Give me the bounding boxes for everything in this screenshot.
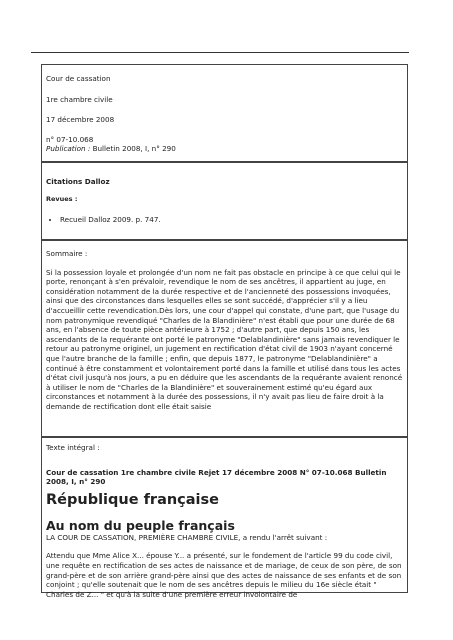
publication-line bbox=[46, 144, 403, 154]
republic-heading: République française bbox=[46, 491, 219, 508]
chamber-name: 1re chambre civile bbox=[46, 94, 113, 104]
au-nom-heading: Au nom du peuple français bbox=[46, 517, 235, 533]
decision-info-box bbox=[41, 64, 408, 162]
court-name: Cour de cassation bbox=[46, 74, 111, 83]
top-rule bbox=[31, 52, 409, 53]
texte-label: Texte intégral : bbox=[46, 443, 100, 452]
texte-integral-box bbox=[41, 437, 408, 599]
publication-label: Publication : bbox=[46, 144, 91, 154]
citations-box bbox=[41, 162, 408, 240]
texte-body: Attendu que Mme Alice X... épouse Y... a présenté, sur le fondement de l'article 99 du code civil, une requête en rectification de ses actes de naissance et de mariage, de ceux de son père, de son grand-père et de son arrière grand-père ainsi que des actes de naissance de ses enfants et de son conjoint ; qu'elle soutenait que le nom de ses ancêtres depuis le milieu du 16e siècle était " Charles de Z... " et qu'à la suite d'une première erreur involontaire de bbox=[46, 551, 402, 599]
sommaire-label: Sommaire : bbox=[46, 249, 88, 258]
decision-date: 17 décembre 2008 bbox=[46, 115, 115, 125]
citations-list bbox=[46, 215, 403, 225]
citations-title: Citations Dalloz bbox=[46, 177, 110, 186]
texte-heading: Cour de cassation 1re chambre civile Rejet 17 décembre 2008 N° 07-10.068 Bulletin 2008, I, n° 290 bbox=[46, 467, 387, 487]
citation-item: • Recueil Dalloz 2009. p. 747. bbox=[60, 215, 403, 225]
sommaire-text: Si la possession loyale et prolongée d'un nom ne fait pas obstacle en principe à ce que celui qui le porte, renonçant à s'en prévaloir, revendique le nom de ses ancêtres, il appartient au juge, en considération notamment de la durée respective et de l'ancienneté des possessions invoquées, ainsi que des circonstances dans lesquelles elles se sont succédé, d'apprécier s'il y a lieu d'accueillir cette revendication.Dès lors, une cour d'appel qui constate, d'une part, que l'usage du nom patronymique revendiqué "Charles de la Blandinière" n'est établi que pour une durée de 68 ans, en l'absence de toute pièce antérieure à 1752 ; d'autre part, que depuis 150 ans, les ascendants de la requérante ont porté le patronyme "Delablandinière" sans jamais revendiquer le retour au patronyme originel, un jugement en rectification d'état civil de 1903 n'ayant concerné que l'autre branche de la famille ; enfin, que depuis 1877, le patronyme "Delablandinière" a continué à être constamment et volontairement porté dans la famille et utilisé dans tous les actes d'état civil jusqu'à nos jours, a pu en déduire que les ascendants de la requérante avaient renoncé à utiliser le nom de "Charles de la Blandinière" et souverainement estimé qu'eu égard aux circonstances et notamment à la durée des possessions, il n'y avait pas lieu de faire droit à la demande de rectification dont elle était saisie bbox=[46, 267, 403, 411]
publication-value: Bulletin 2008, I, n° 290 bbox=[90, 144, 176, 154]
sommaire-box bbox=[41, 240, 408, 437]
decision-number: n° 07-10.068 bbox=[46, 134, 94, 144]
revues-label: Revues : bbox=[46, 194, 78, 203]
texte-intro: LA COUR DE CASSATION, PREMIÈRE CHAMBRE CIVILE, a rendu l'arrêt suivant : bbox=[46, 532, 328, 542]
